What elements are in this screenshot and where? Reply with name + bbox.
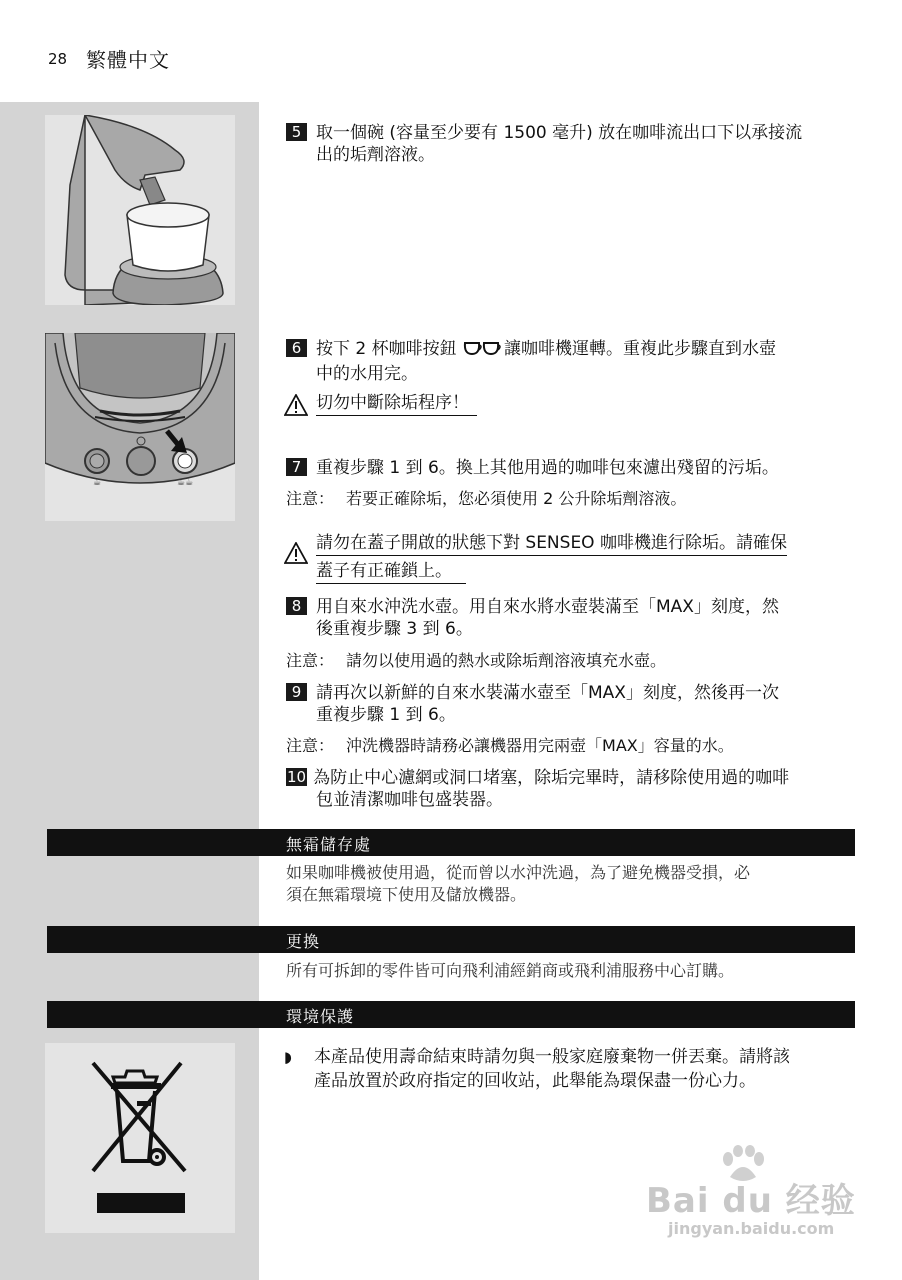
step-text-continued: 後重複步驟 3 到 6。: [316, 619, 473, 639]
figure-control-panel: [45, 333, 235, 521]
warning-triangle-icon: [284, 542, 308, 570]
section-title: 無霜儲存處: [286, 835, 372, 854]
bullet-text: 本產品使用壽命結束時請勿與一般家庭廢棄物一併丟棄。請將該: [314, 1047, 790, 1067]
section-title: 環境保護: [286, 1007, 355, 1026]
svg-text:☕: ☕: [93, 478, 102, 488]
warning-text: 切勿中斷除垢程序！: [316, 393, 477, 416]
step-text: 按下 2 杯咖啡按鈕: [316, 339, 457, 359]
step-text-continued: 中的水用完。: [316, 364, 418, 384]
figure-cup-under-spout: [45, 115, 235, 305]
section-body-replacement: [286, 960, 856, 982]
step-number-badge: 8: [286, 597, 307, 615]
step-text: 為防止中心濾網或洞口堵塞，除垢完畢時，請移除使用過的咖啡: [313, 768, 790, 788]
paragraph-line: 如果咖啡機被使用過，從而曾以水沖洗過，為了避免機器受損，必: [286, 863, 751, 882]
step-text: 讓咖啡機運轉。重複此步驟直到水壺: [504, 339, 777, 359]
note-no-hot-water: [286, 650, 666, 672]
step-number-badge: 10: [287, 768, 307, 786]
step-text: 用自來水沖洗水壺。用自來水將水壺裝滿至「MAX」刻度，然: [316, 597, 779, 617]
warning-text-continued: 蓋子有正確鎖上。: [316, 561, 466, 584]
watermark-url: jingyan.baidu.com: [668, 1219, 835, 1238]
paragraph-line: 須在無霜環境下使用及儲放機器。: [286, 885, 527, 904]
two-cup-icon: [462, 339, 504, 363]
warning-lid-closed: [284, 532, 787, 582]
step-number-badge: 6: [286, 339, 307, 357]
note-text: 請勿以使用過的熱水或除垢劑溶液填充水壺。: [346, 651, 667, 670]
step-number-badge: 5: [286, 123, 307, 141]
note-label: 注意：: [286, 736, 335, 755]
section-header-replacement: [47, 926, 855, 953]
step-number-badge: 7: [286, 458, 307, 476]
step-7: [286, 457, 861, 479]
note-label: 注意：: [286, 489, 335, 508]
step-6: [286, 338, 861, 385]
note-text: 沖洗機器時請務必讓機器用完兩壺「MAX」容量的水。: [346, 736, 734, 755]
step-number-badge: 9: [286, 683, 307, 701]
note-rinse-twice: [286, 735, 734, 757]
environment-bullet: [284, 1045, 859, 1093]
bullet-text-continued: 產品放置於政府指定的回收站，此舉能為環保盡一份心力。: [314, 1071, 756, 1091]
paragraph-line: 所有可拆卸的零件皆可向飛利浦經銷商或飛利浦服務中心訂購。: [286, 961, 735, 980]
step-text-continued: 出的垢劑溶液。: [316, 145, 435, 165]
step-9: [286, 682, 861, 726]
section-body-frost: [286, 862, 856, 906]
baidu-watermark: [646, 1145, 886, 1245]
note-label: 注意：: [286, 651, 335, 670]
step-text: 請再次以新鮮的自來水裝滿水壺至「MAX」刻度，然後再一次: [316, 683, 779, 703]
note-text: 若要正確除垢，您必須使用 2 公升除垢劑溶液。: [346, 489, 687, 508]
svg-text:☕☕: ☕☕: [177, 478, 194, 488]
step-8: [286, 596, 861, 640]
note-descaling-amount: [286, 488, 686, 510]
step-text: 重複步驟 1 到 6。換上其他用過的咖啡包來濾出殘留的污垢。: [316, 458, 779, 478]
watermark-brand: Bai du 经验: [646, 1181, 856, 1221]
step-10: [286, 767, 861, 811]
step-5: [286, 122, 861, 166]
section-header-environment: [47, 1001, 855, 1028]
warning-triangle-icon: [284, 394, 308, 422]
bullet-icon: ◗: [284, 1048, 292, 1066]
section-header-frost: [47, 829, 855, 856]
warning-text: 請勿在蓋子開啟的狀態下對 SENSEO 咖啡機進行除垢。請確保: [316, 533, 787, 556]
section-title: 更換: [286, 932, 321, 951]
warning-do-not-interrupt: [284, 392, 477, 414]
page-number: 28: [48, 50, 68, 68]
step-text-continued: 包並清潔咖啡包盛裝器。: [316, 790, 503, 810]
figure-weee-bin: [45, 1043, 235, 1233]
page-language-title: 繁體中文: [86, 48, 170, 72]
step-text-continued: 重複步驟 1 到 6。: [316, 705, 456, 725]
step-text: 取一個碗 (容量至少要有 1500 毫升) 放在咖啡流出口下以承接流: [316, 123, 803, 143]
